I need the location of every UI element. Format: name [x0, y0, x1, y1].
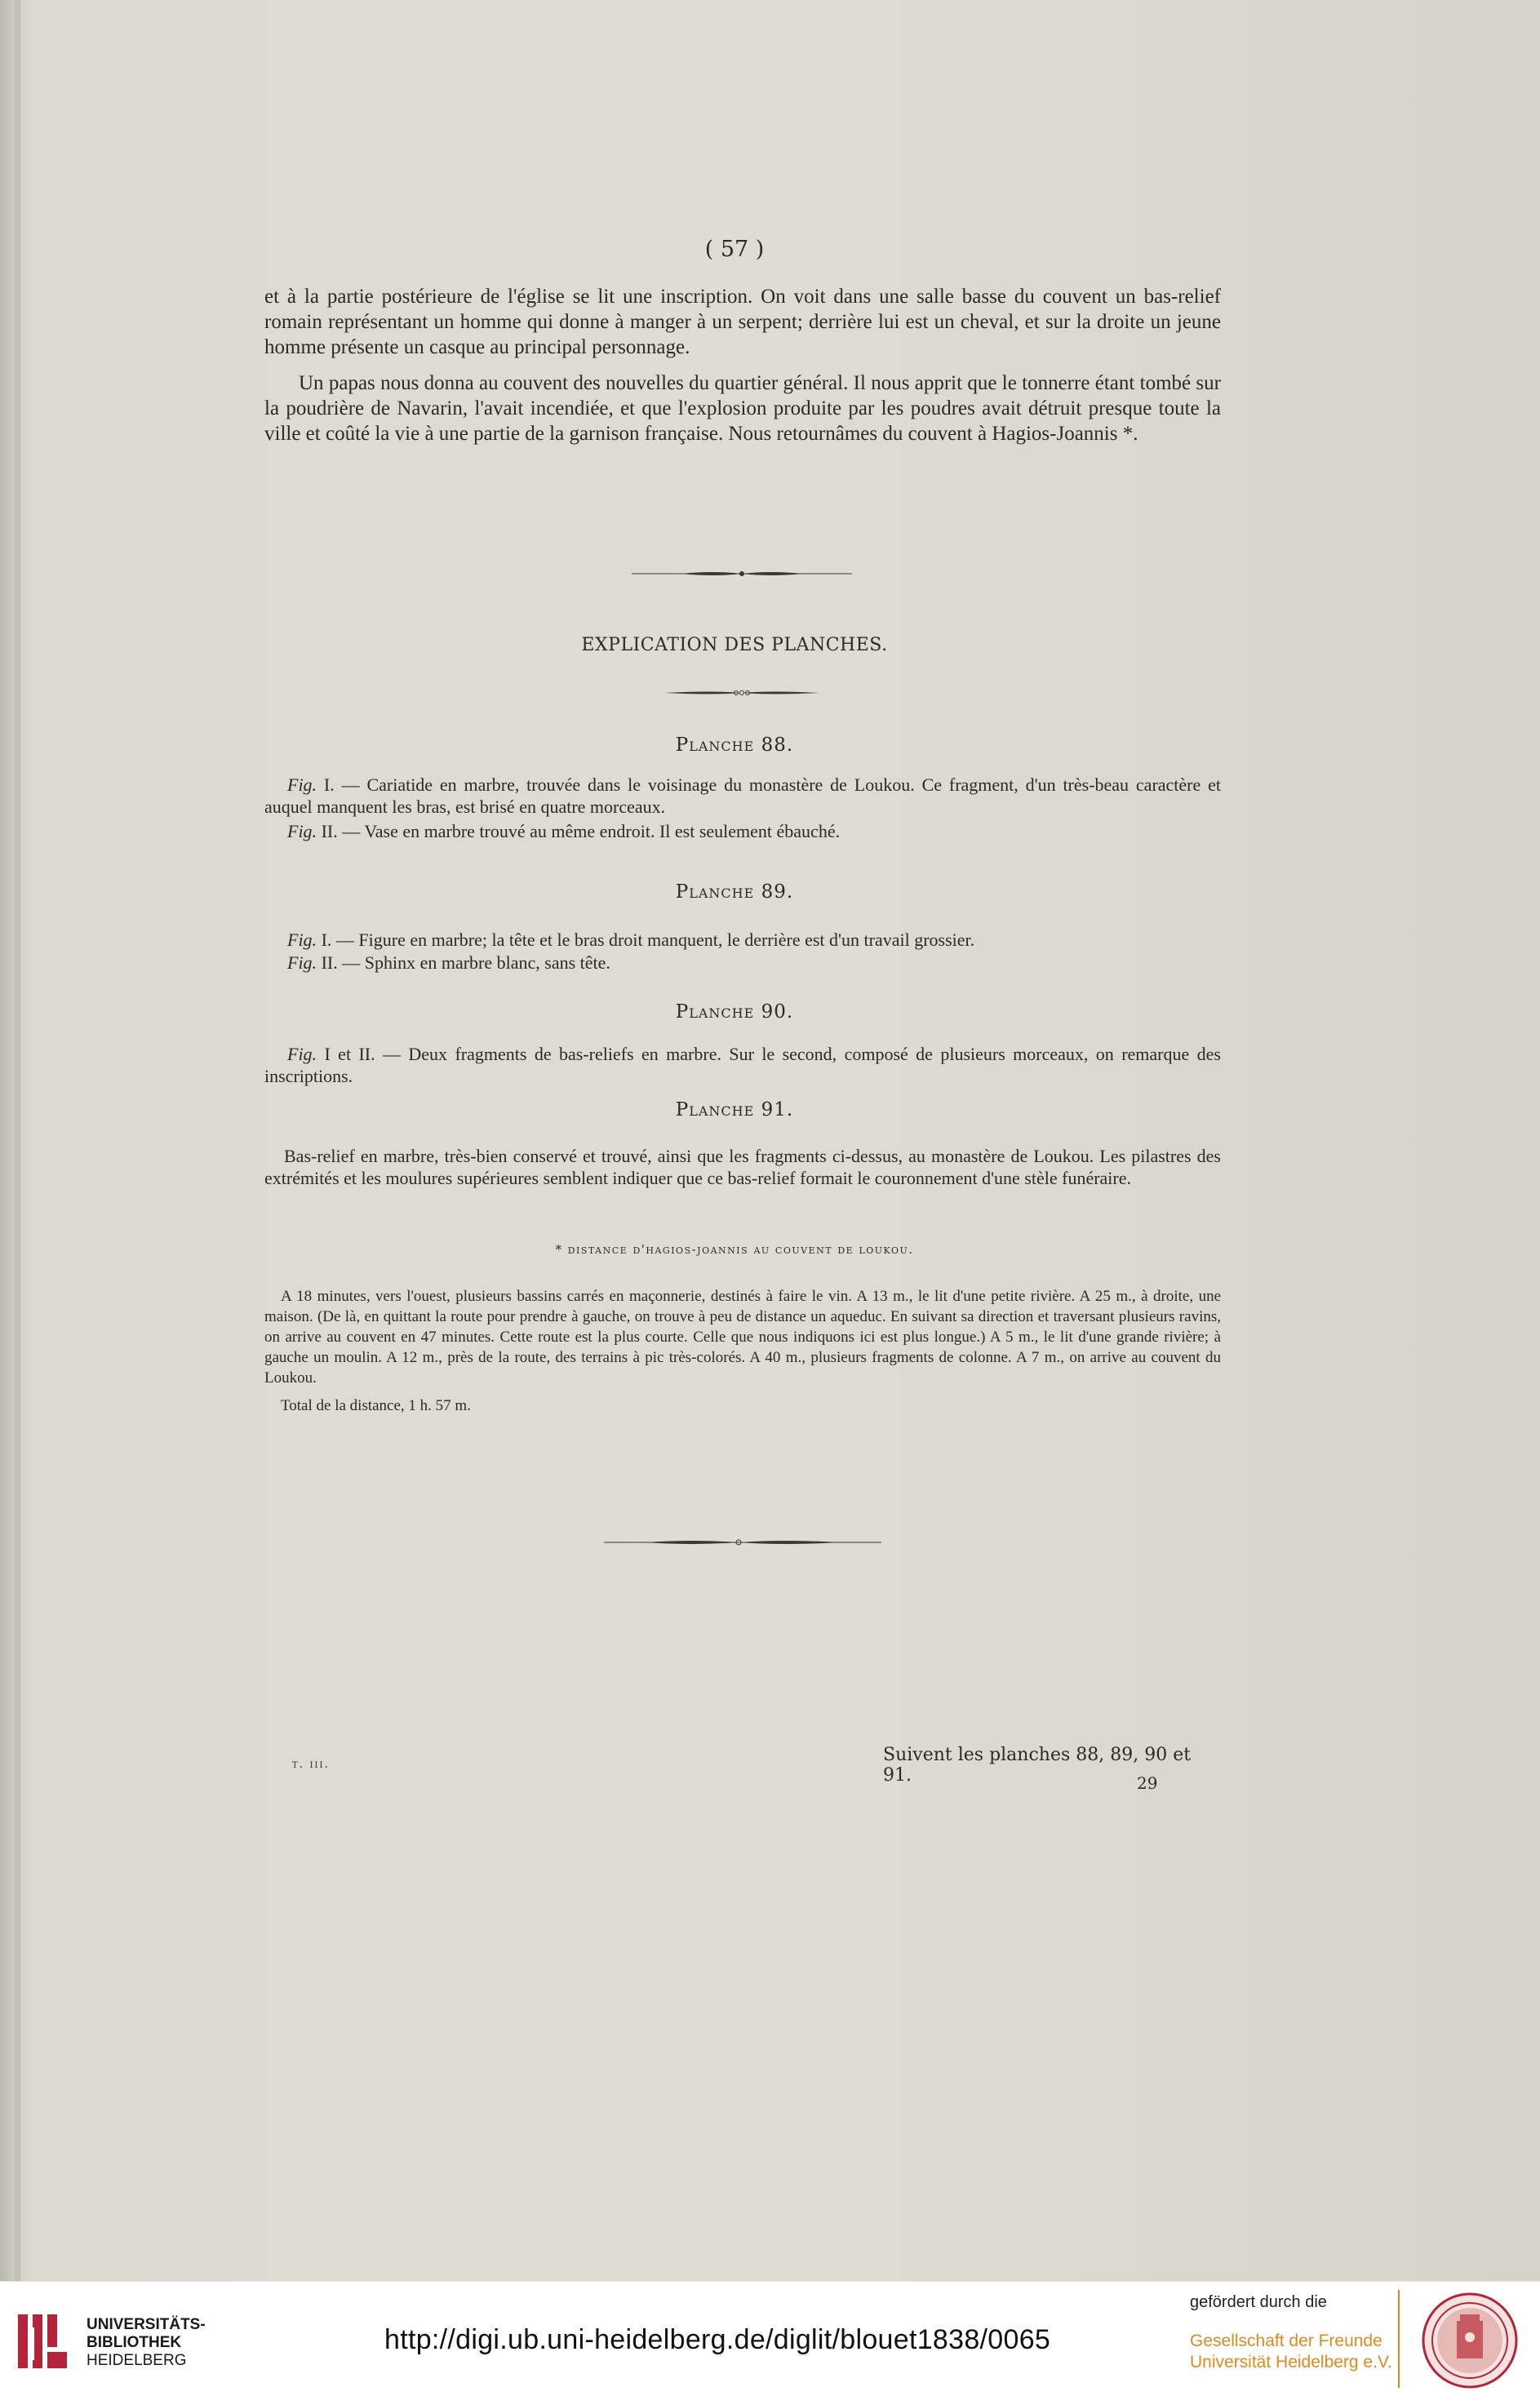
footer-divider	[1398, 2290, 1400, 2388]
plates-note: Suivent les planches 88, 89, 90 et 91.	[883, 1745, 1192, 1786]
fig-text: II. — Sphinx en marbre blanc, sans tête.	[317, 952, 610, 973]
ornament-rule-3	[604, 1537, 881, 1547]
plate-88-fig-2	[264, 820, 1221, 842]
plate-heading-91: Planche 91.	[675, 1099, 794, 1120]
fig-text: I. — Cariatide en marbre, trouvée dans le voisinage du monastère de Loukou. Ce fragment, d'un très-beau caractère et auquel manquent les bras, est brisé en quatre morceaux.	[264, 774, 1221, 817]
library-name-line2: BIBLIOTHEK	[87, 2334, 182, 2351]
volume-mark: t. iii.	[292, 1758, 330, 1771]
plate-89-fig-1	[264, 929, 1221, 951]
signature-number: 29	[1137, 1773, 1158, 1793]
library-name-line3: HEIDELBERG	[87, 2352, 187, 2369]
footnote-body: A 18 minutes, vers l'ouest, plusieurs bassins carrés en maçonnerie, destinés à faire le vin. A 13 m., le lit d'une petite rivière. A 25 m., à droite, une maison. (De là, en quittant la route pour prendre à gauche, on trouve à peu de distance un aqueduc. En suivant sa direction et traversant plusieurs ravins, on arrive au couvent en 47 minutes. Cette route est la plus courte. Celle que nous indiquons ici est plus longue.) A 5 m., le lit d'une grande rivière; à gauche un moulin. A 12 m., près de la route, des terrains à pic très-colorés. A 40 m., plusieurs fragments de colonne. A 7 m., on arrive au couvent du Loukou.	[264, 1288, 1221, 1387]
permalink-url[interactable]: http://digi.ub.uni-heidelberg.de/diglit/blouet1838/0065	[384, 2324, 1051, 2355]
fig-label: Fig.	[287, 930, 317, 950]
plate-heading-90: Planche 90.	[675, 1001, 794, 1023]
footnote-total: Total de la distance, 1 h. 57 m.	[281, 1397, 471, 1414]
ornament-rule-2	[664, 689, 819, 697]
section-title: EXPLICATION DES PLANCHES.	[581, 635, 888, 655]
ornament-rule-1	[632, 569, 852, 579]
sponsor-intro: gefördert durch die	[1190, 2293, 1327, 2311]
sponsor-name-line1: Gesellschaft der Freunde	[1190, 2332, 1382, 2350]
plate-91-text	[264, 1145, 1221, 1189]
plate-heading-89: Planche 89.	[675, 881, 794, 903]
sponsor-name	[1190, 2331, 1392, 2373]
fig-label: Fig.	[287, 952, 317, 973]
plate-90-fig-1	[264, 1043, 1221, 1087]
paragraph-2: Un papas nous donna au couvent des nouvelles du quartier général. Il nous apprit que le tonnerre étant tombé sur la poudrière de Navarin, l'avait incendiée, et que l'explosion produite par les poudres avait détruit presque toute la ville et coûté la vie à une partie de la garnison française. Nous retournâmes du couvent à Hagios-Joannis *.	[264, 372, 1221, 445]
paragraph-1: et à la partie postérieure de l'église se lit une inscription. On voit dans une salle basse du couvent un bas-relief romain représentant un homme qui donne à manger à un serpent; derrière lui est un cheval, et sur la droite un jeune homme présente un casque au principal personnage.	[264, 286, 1221, 358]
viewer-footer	[0, 2281, 1540, 2396]
plate-heading-88: Planche 88.	[675, 734, 794, 756]
plate-89-fig-2	[264, 952, 1221, 974]
fig-label: Fig.	[287, 1044, 317, 1064]
university-library-logo-icon	[15, 2311, 72, 2372]
sponsor-name-line2: Universität Heidelberg e.V.	[1190, 2353, 1392, 2372]
plate-text: Bas-relief en marbre, très-bien conservé et trouvé, ainsi que les fragments ci-dessus, au monastère de Loukou. Les pilastres des extrémités et les moulures supérieures semblent indiquer que ce bas-relief formait le couronnement d'une stèle funéraire.	[264, 1146, 1221, 1188]
fig-text: I. — Figure en marbre; la tête et le bras droit manquent, le derrière est d'un travail grossier.	[317, 930, 975, 950]
library-name-line1: UNIVERSITÄTS-	[87, 2316, 206, 2333]
university-seal-icon	[1421, 2292, 1519, 2389]
fig-label: Fig.	[287, 774, 317, 795]
fig-label: Fig.	[287, 821, 317, 841]
book-page	[245, 237, 1224, 1869]
plate-88-fig-1	[264, 774, 1221, 818]
fig-text: II. — Vase en marbre trouvé au même endroit. Il est seulement ébauché.	[317, 821, 841, 841]
library-name	[87, 2316, 206, 2370]
fig-text: I et II. — Deux fragments de bas-reliefs en marbre. Sur le second, composé de plusieurs morceaux, on remarque des inscriptions.	[264, 1044, 1221, 1086]
page-edge	[15, 0, 20, 2281]
footnote-title: * distance d'hagios-joannis au couvent de loukou.	[555, 1242, 914, 1257]
page-number: ( 57 )	[704, 237, 765, 262]
